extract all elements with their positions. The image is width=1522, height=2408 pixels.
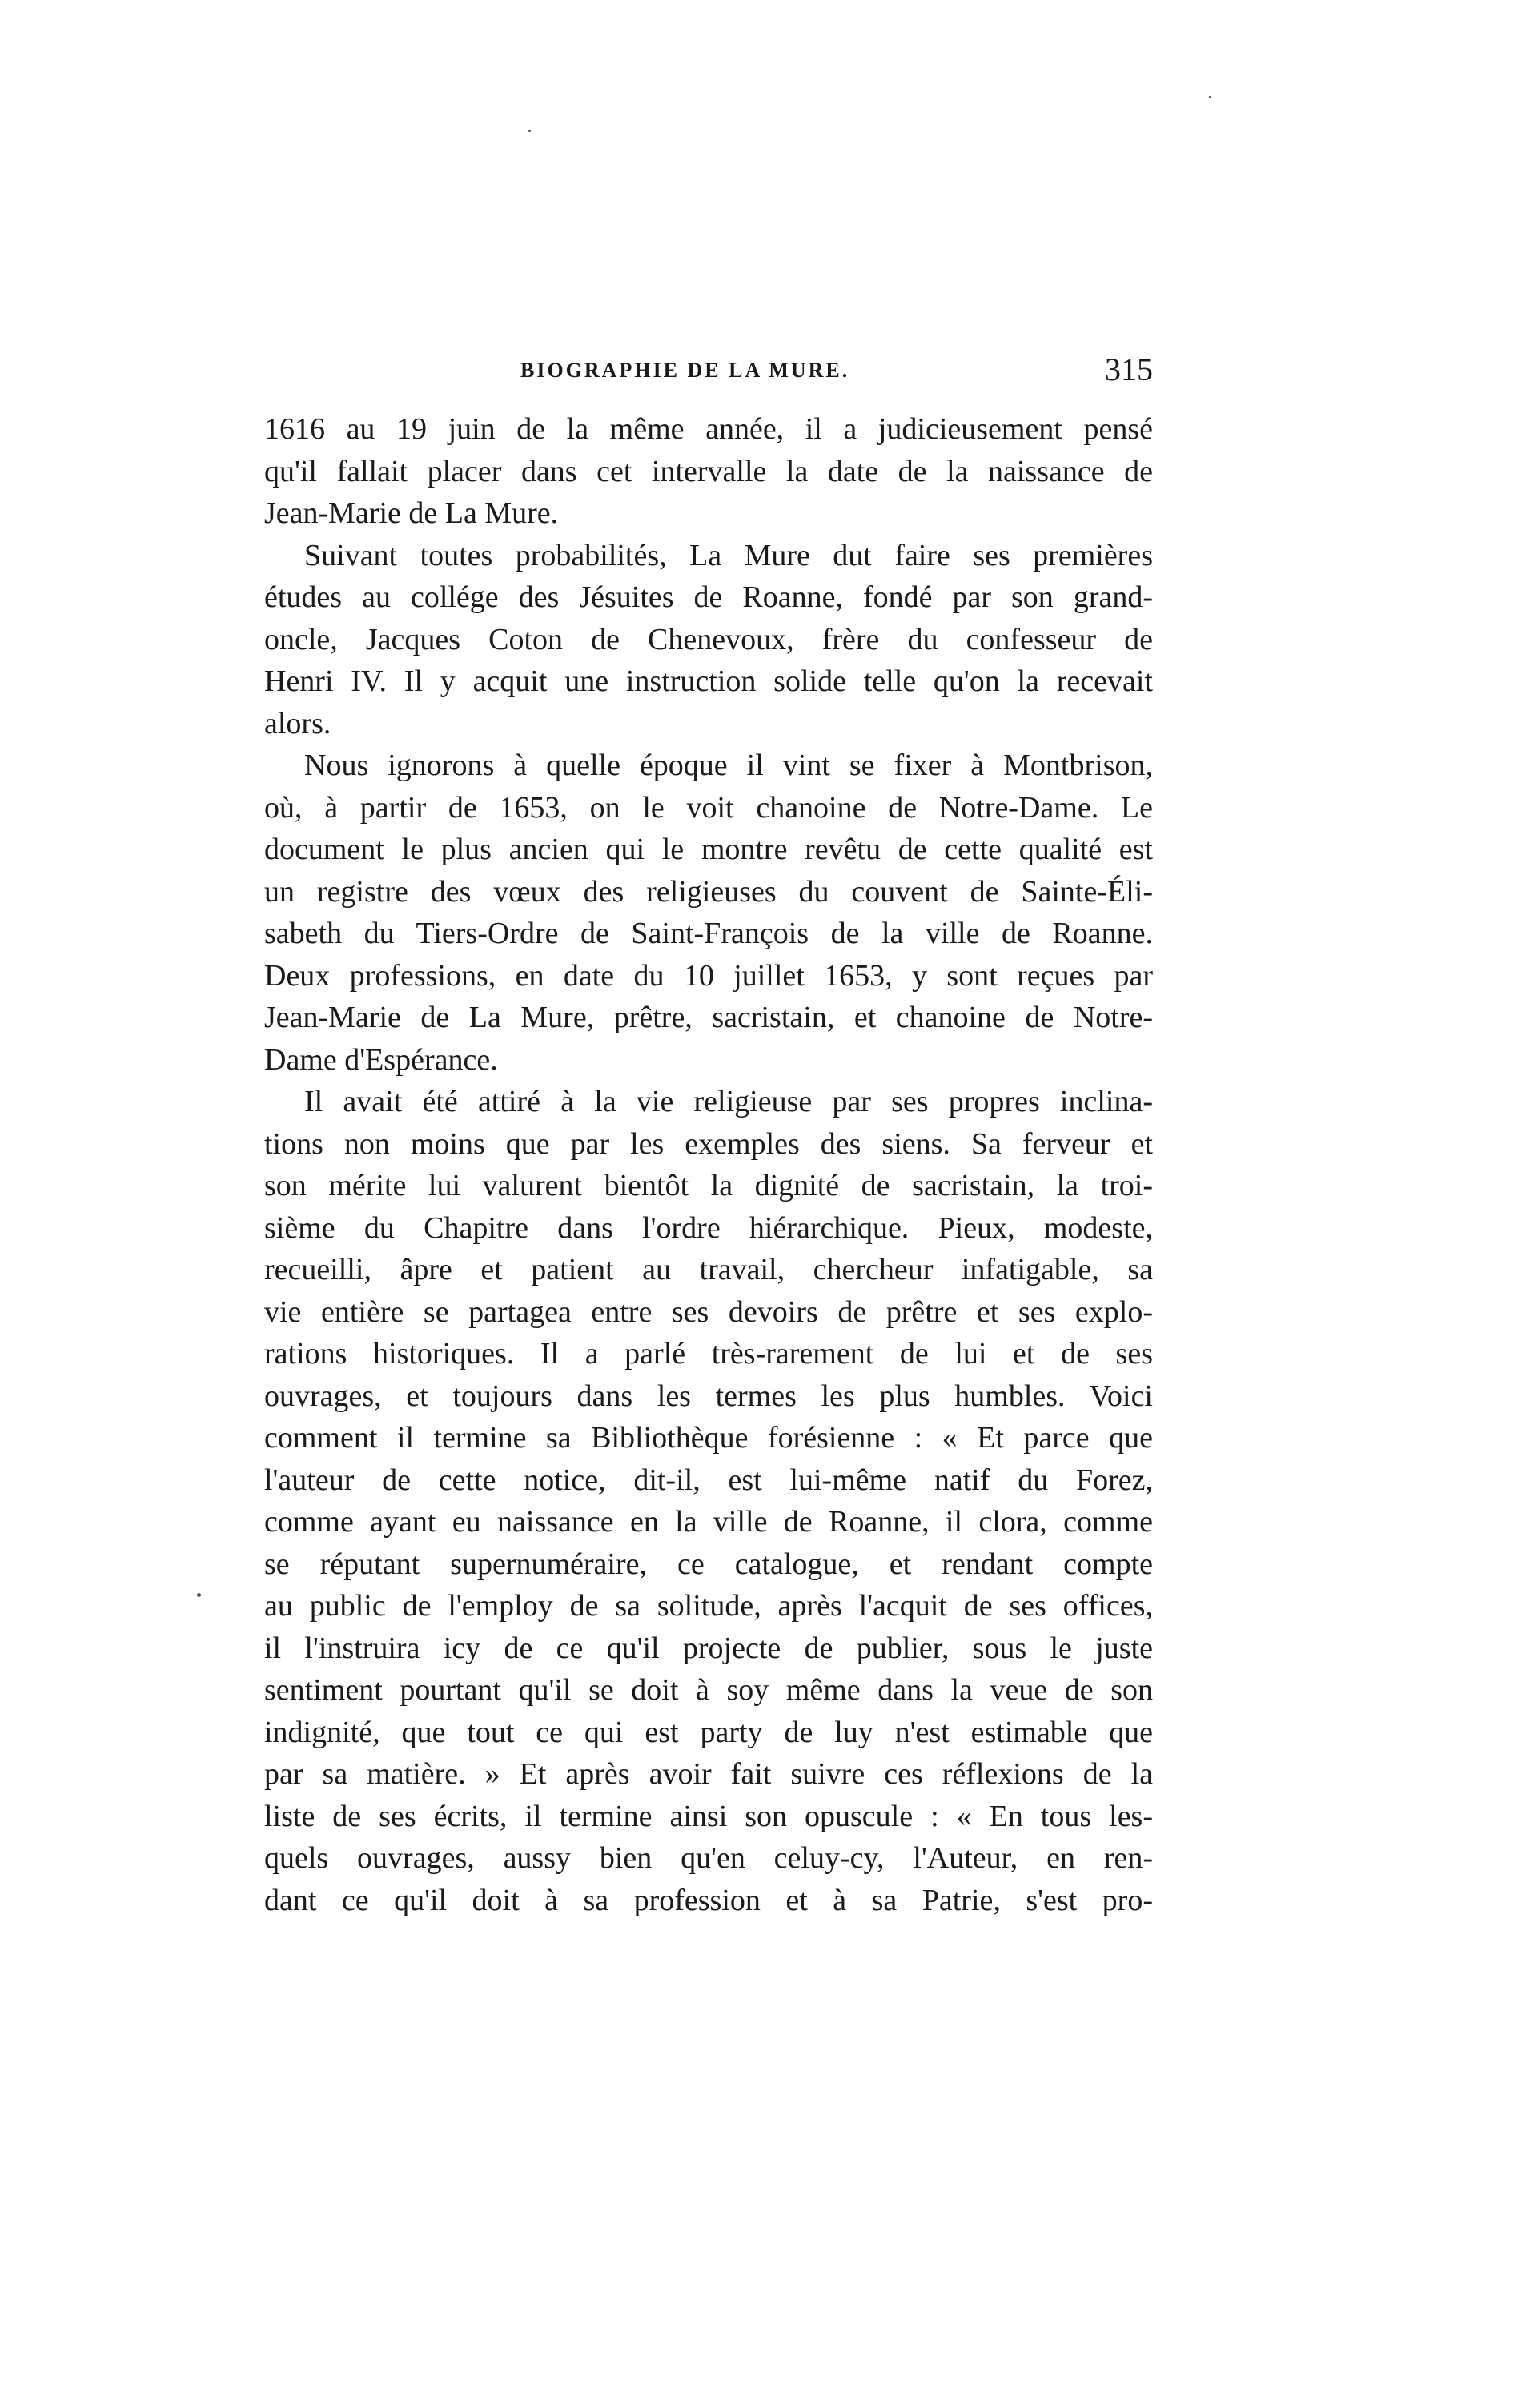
text-line: document le plus ancien qui le montre revêtu de cette qualité est: [264, 833, 1153, 866]
running-head: [264, 351, 1153, 399]
page-number: 315: [1105, 351, 1153, 387]
running-title: BIOGRAPHIE DE LA MURE.: [520, 359, 850, 382]
paragraph-start-line: Nous ignorons à quelle époque il vint se fixer à Montbrison,: [304, 748, 1153, 782]
text-line: se réputant supernuméraire, ce catalogue, et rendant compte: [264, 1547, 1153, 1581]
text-line: liste de ses écrits, il termine ainsi son opuscule : « En tous les-: [264, 1799, 1153, 1833]
dust-speck: [197, 1593, 201, 1597]
text-line: recueilli, âpre et patient au travail, chercheur infatigable, sa: [264, 1253, 1153, 1286]
text-line: comme ayant eu naissance en la ville de Roanne, il clora, comme: [264, 1505, 1153, 1539]
text-line: au public de l'employ de sa solitude, après l'acquit de ses offices,: [264, 1589, 1153, 1623]
text-line: sentiment pourtant qu'il se doit à soy même dans la veue de son: [264, 1673, 1153, 1707]
paragraph-start-line: Suivant toutes probabilités, La Mure dut faire ses premières: [304, 538, 1153, 572]
text-line: 1616 au 19 juin de la même année, il a judicieusement pensé: [264, 412, 1153, 446]
text-line: comment il termine sa Bibliothèque forésienne : « Et parce que: [264, 1421, 1153, 1455]
text-line: Jean-Marie de La Mure, prêtre, sacristain, et chanoine de Notre-: [264, 1001, 1153, 1034]
text-line: oncle, Jacques Coton de Chenevoux, frère du confesseur de: [264, 622, 1153, 656]
dust-speck: [528, 130, 531, 132]
text-line: tions non moins que par les exemples des siens. Sa ferveur et: [264, 1126, 1153, 1161]
text-line: où, à partir de 1653, on le voit chanoine de Notre-Dame. Le: [264, 790, 1153, 825]
text-line: alors.: [264, 706, 331, 740]
text-line: études au collége des Jésuites de Roanne, fondé par son grand-: [264, 580, 1153, 614]
body-text: [264, 408, 1153, 1921]
text-line: rations historiques. Il a parlé très-rarement de lui et de ses: [264, 1337, 1153, 1371]
text-line: il l'instruira icy de ce qu'il projecte de publier, sous le juste: [264, 1631, 1153, 1665]
text-line: sabeth du Tiers-Ordre de Saint-François de la ville de Roanne.: [264, 917, 1153, 950]
paragraph-start-line: Il avait été attiré à la vie religieuse par ses propres inclina-: [304, 1085, 1153, 1118]
text-line: un registre des vœux des religieuses du couvent de Sainte-Éli-: [264, 874, 1153, 909]
text-line: Jean-Marie de La Mure.: [264, 496, 559, 530]
text-line: quels ouvrages, aussy bien qu'en celuy-cy, l'Auteur, en ren-: [264, 1841, 1153, 1875]
text-line: sième du Chapitre dans l'ordre hiérarchique. Pieux, modeste,: [264, 1210, 1153, 1245]
text-line: indignité, que tout ce qui est party de luy n'est estimable que: [264, 1715, 1153, 1749]
text-line: Dame d'Espérance.: [264, 1042, 498, 1077]
text-line: Henri IV. Il y acquit une instruction solide telle qu'on la recevait: [264, 664, 1153, 698]
text-line: par sa matière. » Et après avoir fait suivre ces réflexions de la: [264, 1757, 1153, 1791]
text-line: ouvrages, et toujours dans les termes les plus humbles. Voici: [264, 1379, 1153, 1413]
text-line: qu'il fallait placer dans cet intervalle la date de la naissance de: [264, 454, 1153, 488]
text-line: vie entière se partagea entre ses devoirs de prêtre et ses explo-: [264, 1294, 1153, 1329]
dust-speck: [1209, 96, 1211, 98]
text-line: l'auteur de cette notice, dit-il, est lui-même natif du Forez,: [264, 1463, 1153, 1497]
text-line: Deux professions, en date du 10 juillet 1653, y sont reçues par: [264, 958, 1153, 993]
text-line: son mérite lui valurent bientôt la dignité de sacristain, la troi-: [264, 1169, 1153, 1202]
text-line: dant ce qu'il doit à sa profession et à sa Patrie, s'est pro-: [264, 1883, 1153, 1917]
